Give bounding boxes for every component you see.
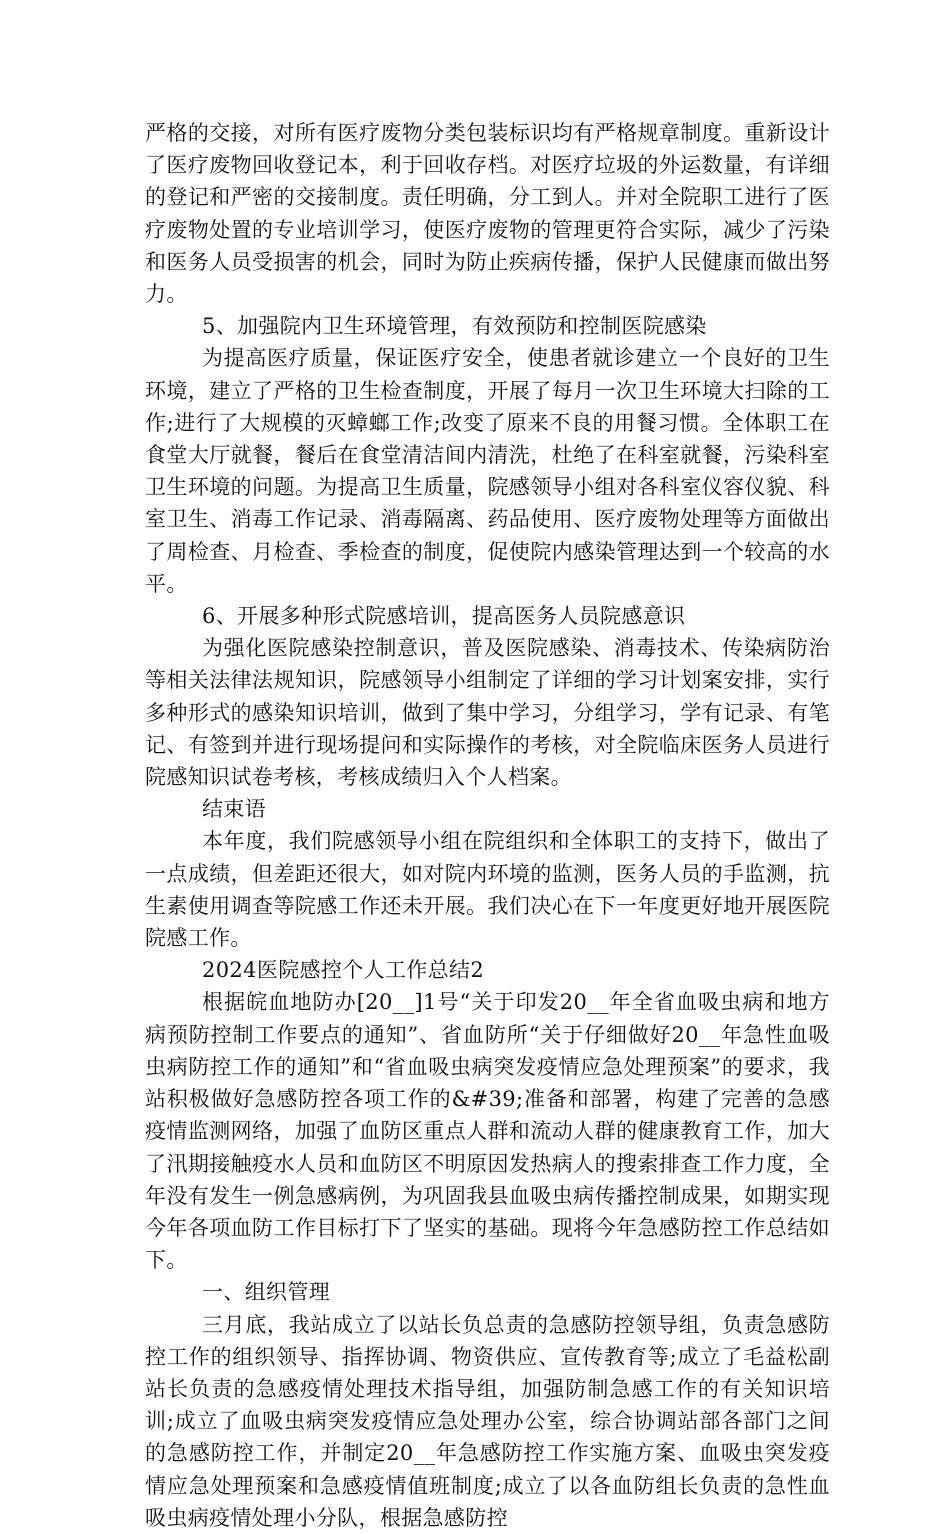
heading-conclusion: 结束语 [202, 797, 267, 822]
heading-organization-management: 一、组织管理 [202, 1280, 331, 1305]
paragraph-hygiene-management: 为提高医疗质量，保证医疗安全，使患者就诊建立一个良好的卫生环境，建立了严格的卫生检查制度，开展了每月一次卫生环境大扫除的工作;进行了大规模的灭蟑螂工作;改变了原来不良的用餐习惯。全体职工在食堂大厅就餐，餐后在食堂清洁间内清洗，杜绝了在科室就餐，污染科室卫生环境的问题。为提高卫生质量，院感领导小组对各科室仪容仪貌、科室卫生、消毒工作记录、消毒隔离、药品使用、医疗废物处理等方面做出了周检查、月检查、季检查的制度，促使院内感染管理达到一个较高的水平。 [145, 346, 830, 596]
section-title-summary-2: 2024医院感控个人工作总结2 [202, 958, 485, 983]
paragraph-summary-intro: 根据皖血地防办[20__]1号“关于印发20__年全省血吸虫病和地方病预防控制工作要点的通知”、省血防所“关于仔细做好20__年急性血吸虫病防控工作的通知”和“省血吸虫病突发疫情应急处理预案”的要求，我站积极做好急感防控各项工作的&#39;准备和部署，构建了完善的急感疫情监测网络，加强了血防区重点人群和流动人群的健康教育工作，加大了汛期接触疫水人员和血防区不明原因发热病人的搜索排查工作力度，全年没有发生一例急感病例，为巩固我县血吸虫病传播控制成果，如期实现今年各项血防工作目标打下了坚实的基础。现将今年急感防控工作总结如下。 [145, 990, 830, 1273]
heading-hygiene-management: 5、加强院内卫生环境管理，有效预防和控制医院感染 [202, 314, 707, 339]
paragraph-waste-management: 严格的交接，对所有医疗废物分类包装标识均有严格规章制度。重新设计了医疗废物回收登记本，利于回收存档。对医疗垃圾的外运数量，有详细的登记和严密的交接制度。责任明确，分工到人。并对全院职工进行了医疗废物处置的专业培训学习，使医疗废物的管理更符合实际，减少了污染和医务人员受损害的机会，同时为防止疾病传播，保护人民健康而做出努力。 [145, 121, 830, 307]
heading-training: 6、开展多种形式院感培训，提高医务人员院感意识 [202, 604, 686, 629]
paragraph-conclusion: 本年度，我们院感领导小组在院组织和全体职工的支持下，做出了一点成绩，但差距还很大，如对院内环境的监测，医务人员的手监测，抗生素使用调查等院感工作还未开展。我们决心在下一年度更好地开展医院院感工作。 [145, 829, 830, 951]
paragraph-training: 为强化医院感染控制意识，普及医院感染、消毒技术、传染病防治等相关法律法规知识，院感领导小组制定了详细的学习计划案安排，实行多种形式的感染知识培训，做到了集中学习，分组学习，学有记录、有笔记、有签到并进行现场提问和实际操作的考核，对全院临床医务人员进行院感知识试卷考核，考核成绩归入个人档案。 [145, 636, 830, 790]
paragraph-organization-management: 三月底，我站成立了以站长负总责的急感防控领导组，负责急感防控工作的组织领导、指挥协调、物资供应、宣传教育等;成立了毛益松副站长负责的急感疫情处理技术指导组，加强防制急感工作的有关知识培训;成立了血吸虫病突发疫情应急处理办公室，综合协调站部各部门之间的急感防控工作，并制定20__年急感防控工作实施方案、血吸虫突发疫情应急处理预案和急感疫情值班制度;成立了以各血防组长负责的急性血吸虫病疫情处理小分队，根据急感防控 [145, 1312, 830, 1530]
document-page [145, 117, 830, 1534]
